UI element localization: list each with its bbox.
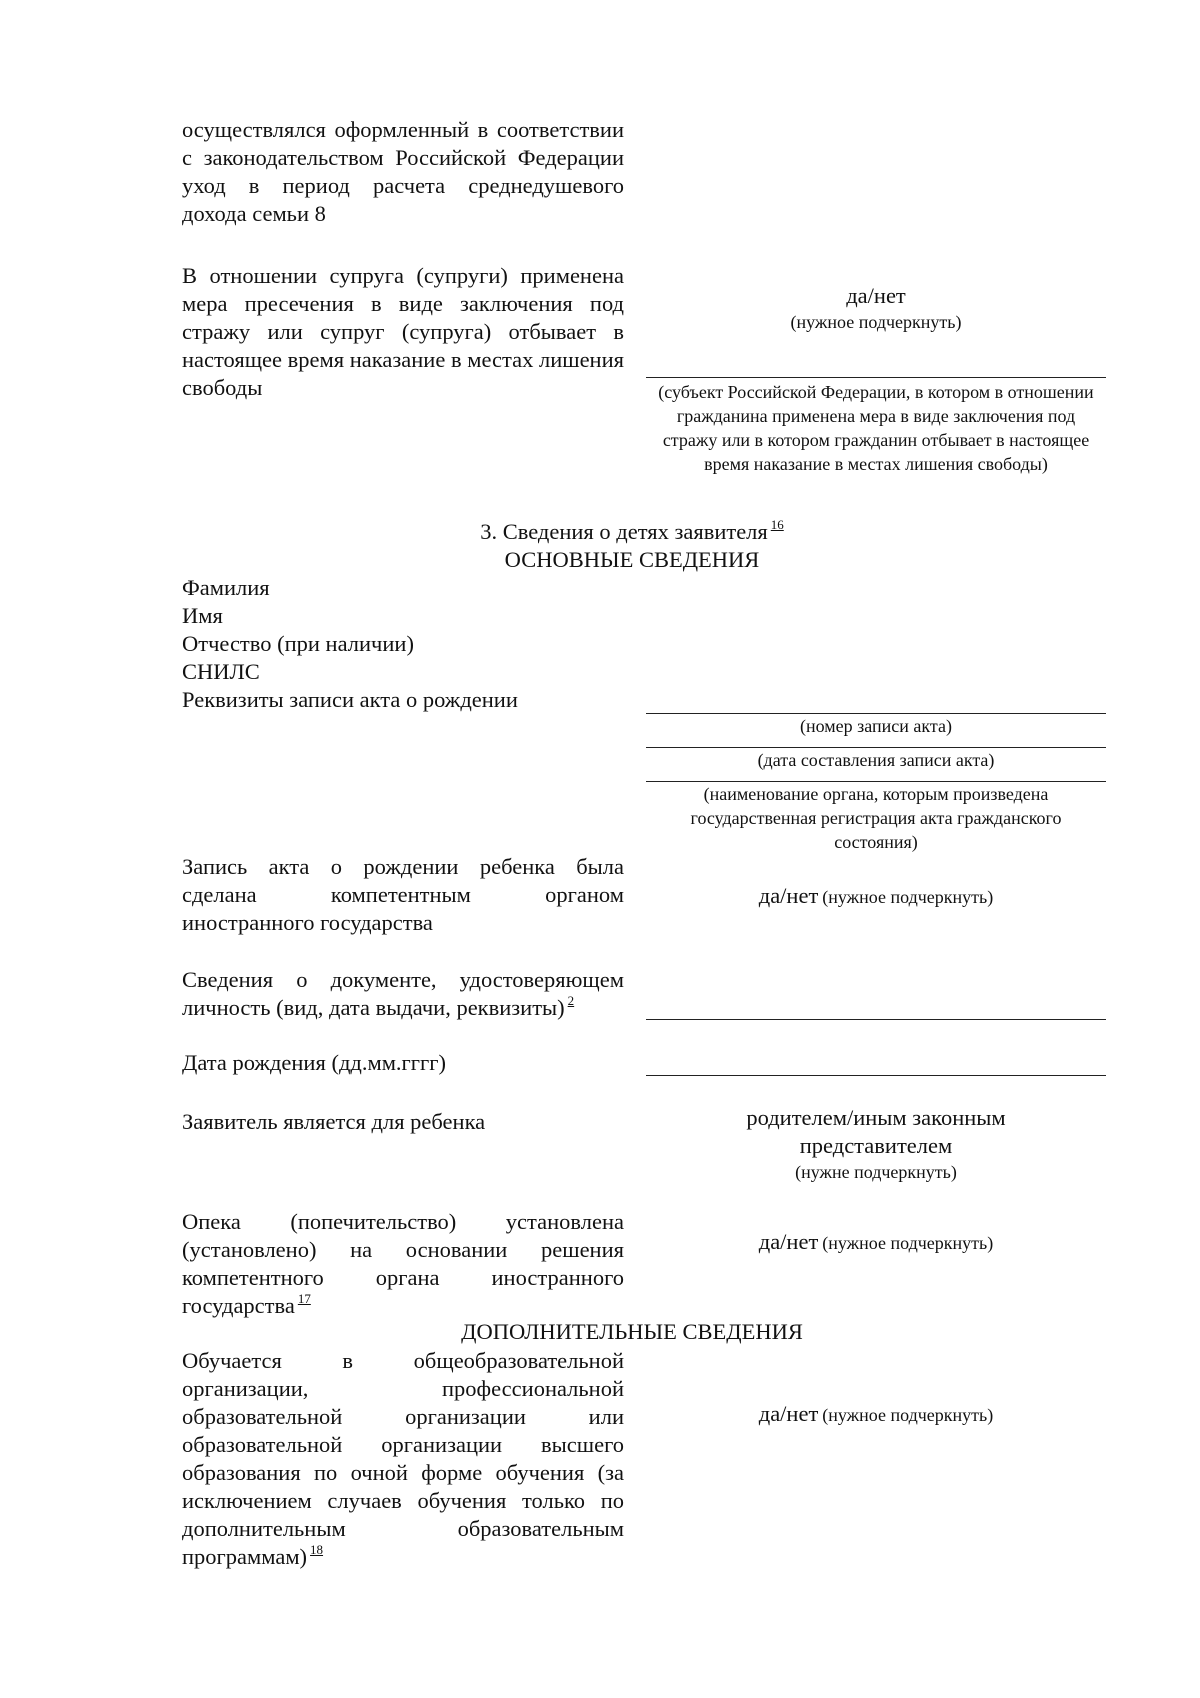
custody-answer-hint: (нужное подчеркнуть): [790, 312, 962, 332]
id-document-line[interactable]: [646, 1019, 1106, 1020]
care-label-text: осуществлялся оформленный в соответствии с законодательством Российской Федерации уход в период расчета среднедушевого дохода семьи 8: [182, 117, 624, 226]
custody-answer[interactable]: да/нет: [846, 283, 906, 308]
id-document-label-text: Сведения о документе, удостоверяющем личность (вид, дата выдачи, реквизиты): [182, 967, 624, 1020]
education-yesno[interactable]: да/нет: [758, 1401, 819, 1426]
footnote-17[interactable]: 17: [297, 1291, 311, 1306]
applicant-role-answer: [646, 1104, 1106, 1184]
birth-date-label: Дата рождения (дд.мм.гггг): [182, 1050, 446, 1075]
applicant-role-label: Заявитель является для ребенка: [182, 1109, 486, 1134]
education-answer: [646, 1400, 1106, 1428]
section3-title: [0, 518, 1200, 546]
section3-title-text: 3. Сведения о детях заявителя: [480, 519, 768, 544]
record-date-caption: (дата составления записи акта): [757, 750, 995, 770]
custody-region-caption: (субъект Российской Федерации, в котором в отношении гражданина применена мера в виде заключения под стражу или в котором гражданин отбывает в настоящее время наказание в местах лишения свободы): [658, 382, 1094, 474]
custody-label: [182, 262, 624, 402]
care-label: [182, 116, 624, 228]
guardianship-hint: (нужное подчеркнуть): [822, 1233, 994, 1253]
applicant-role-line1[interactable]: родителем/иным законным: [746, 1105, 1006, 1130]
guardianship-label: [182, 1208, 624, 1320]
education-hint: (нужное подчеркнуть): [822, 1405, 994, 1425]
applicant-role-hint: (нужне подчеркнуть): [795, 1162, 957, 1182]
footnote-16[interactable]: 16: [770, 517, 784, 532]
id-document-label: [182, 966, 624, 1022]
foreign-record-answer: [646, 882, 1106, 910]
guardianship-label-text: Опека (попечительство) установлена (установлено) на основании решения компетентного органа иностранного государства: [182, 1209, 624, 1318]
record-authority-caption: (наименование органа, которым произведена государственная регистрация акта гражданского состояния): [690, 784, 1062, 852]
custody-region-line[interactable]: [646, 377, 1106, 378]
education-label: [182, 1347, 624, 1571]
footnote-2[interactable]: 2: [567, 993, 575, 1008]
custody-answer-block: [646, 282, 1106, 334]
guardianship-yesno[interactable]: да/нет: [758, 1229, 819, 1254]
foreign-record-label: [182, 853, 624, 937]
footnote-18[interactable]: 18: [310, 1542, 324, 1557]
foreign-record-hint: (нужное подчеркнуть): [822, 887, 994, 907]
foreign-record-label-text: Запись акта о рождении ребенка была сделана компетентным органом иностранного государства: [182, 854, 624, 935]
applicant-role-line2[interactable]: представителем: [799, 1133, 953, 1158]
education-label-text: Обучается в общеобразовательной организации, профессиональной образовательной организации или образовательной организации высшего образования по очной форме обучения (за исключением случаев обучения только по дополнительным образовательным программам): [182, 1348, 624, 1569]
birth-record-label: Реквизиты записи акта о рождении: [182, 687, 518, 712]
custody-label-text: В отношении супруга (супруги) применена мера пресечения в виде заключения под стражу или супруг (супруга) отбывает в настоящее время наказание в местах лишения свободы: [182, 263, 624, 400]
birth-date-line[interactable]: [646, 1075, 1106, 1076]
guardianship-answer: [646, 1228, 1106, 1256]
surname-label: Фамилия: [182, 575, 270, 600]
additional-title: ДОПОЛНИТЕЛЬНЫЕ СВЕДЕНИЯ: [461, 1319, 803, 1344]
name-label: Имя: [182, 603, 223, 628]
patronymic-label: Отчество (при наличии): [182, 631, 414, 656]
foreign-record-yesno[interactable]: да/нет: [758, 883, 819, 908]
snils-label: СНИЛС: [182, 659, 260, 684]
section3-subtitle: ОСНОВНЫЕ СВЕДЕНИЯ: [504, 547, 760, 572]
record-number-caption: (номер записи акта): [800, 716, 952, 736]
basic-fields: [182, 574, 624, 714]
